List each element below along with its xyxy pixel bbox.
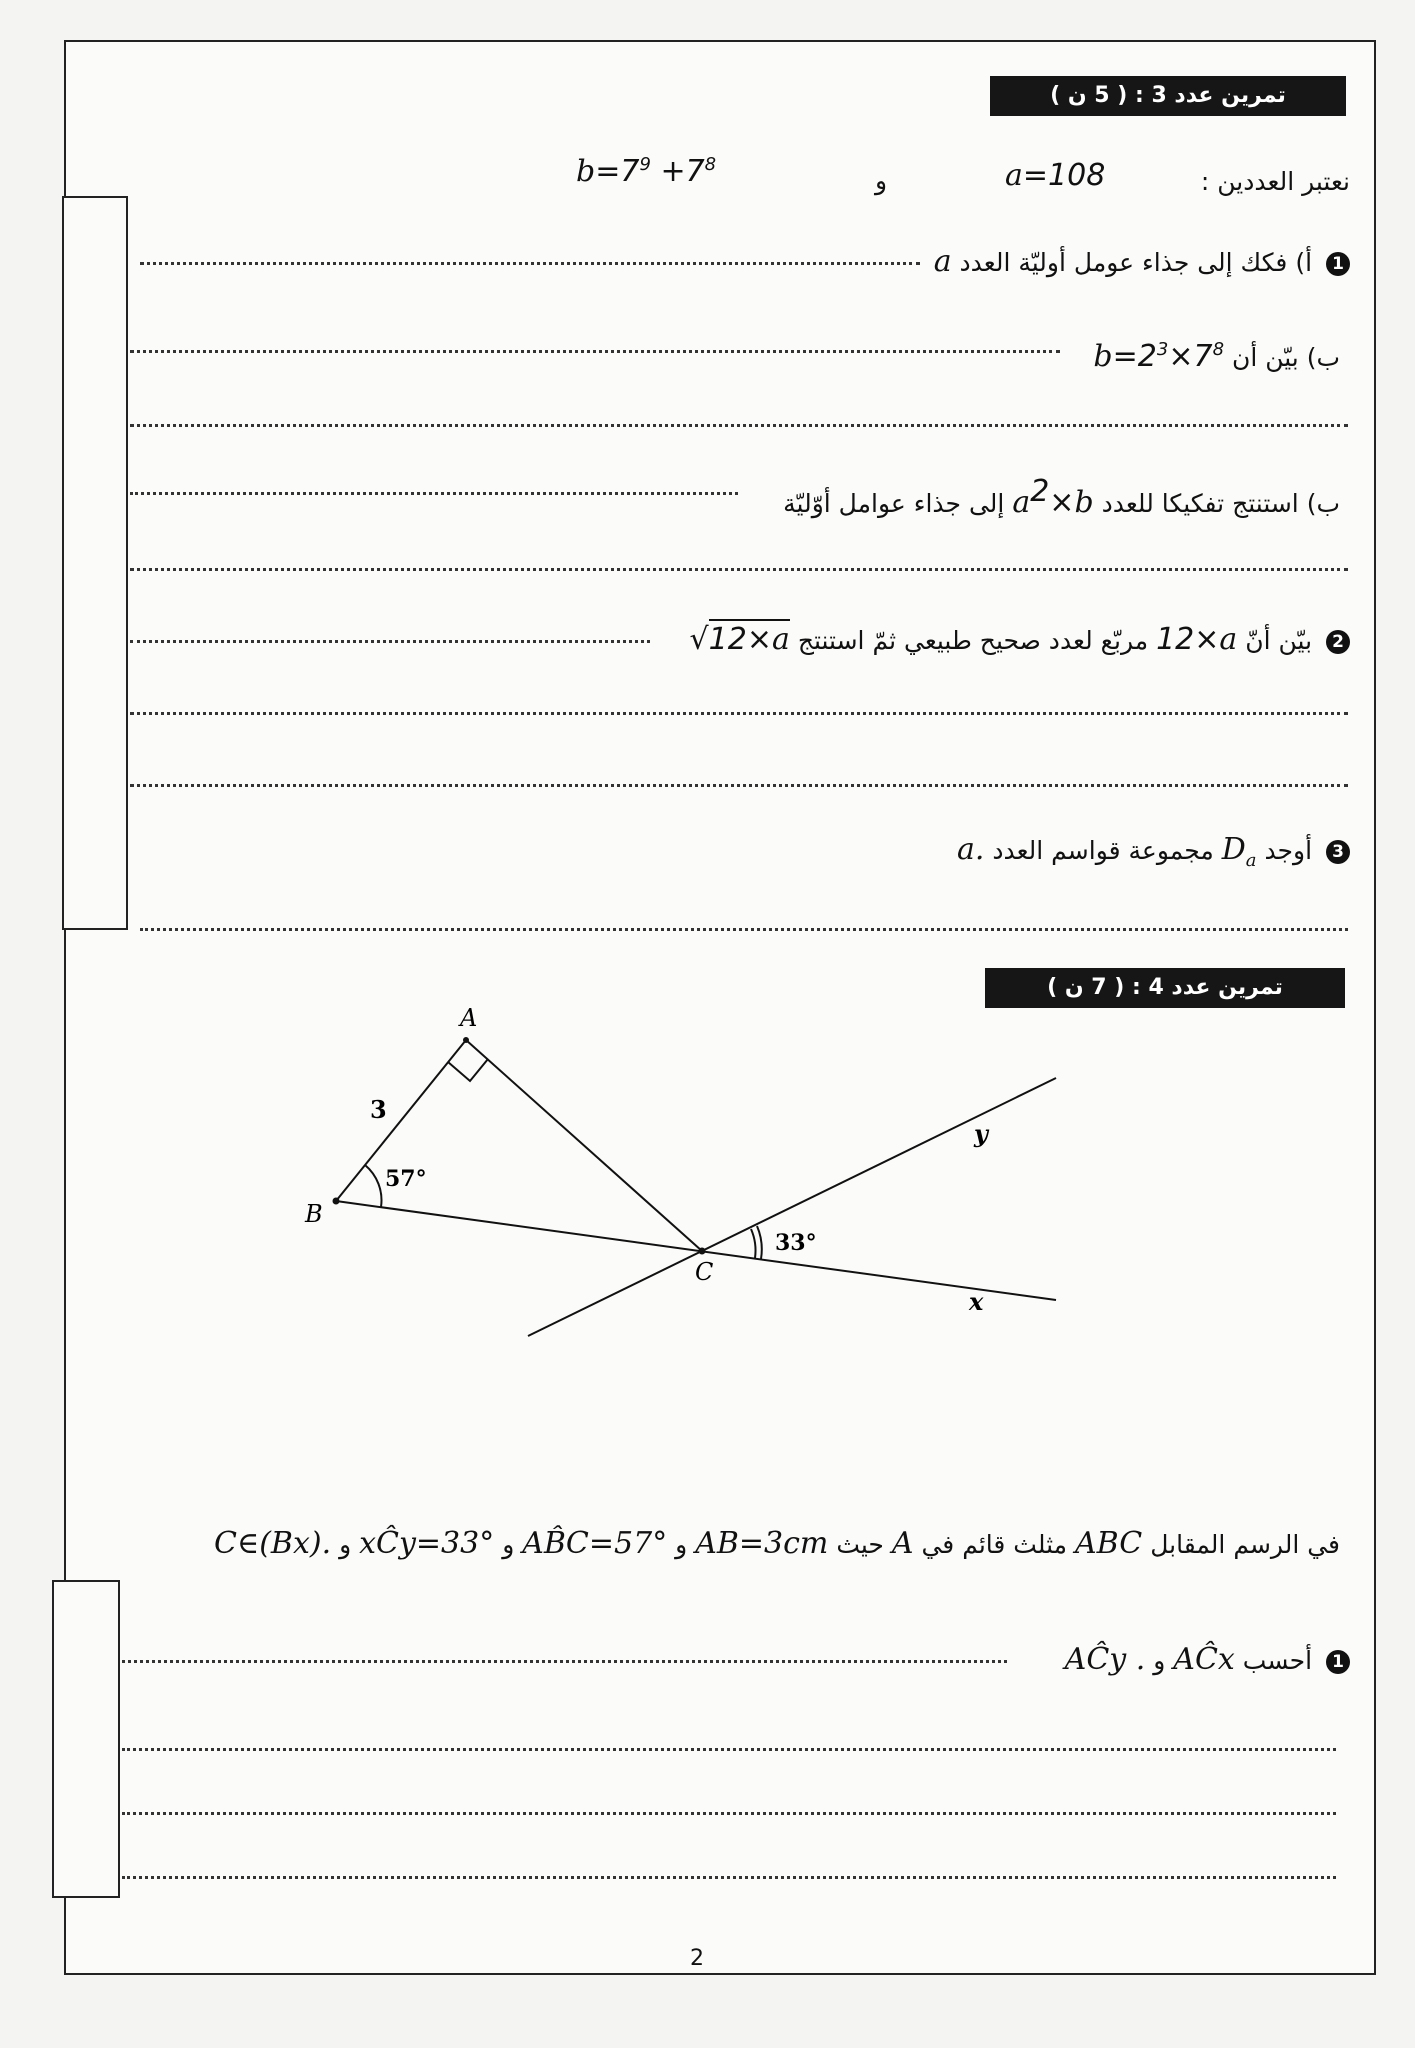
statement-where: حيث xyxy=(836,1530,884,1559)
point-B xyxy=(333,1198,340,1205)
angle-B-label: 57° xyxy=(385,1166,427,1192)
answer-line xyxy=(130,424,1348,427)
answer-line xyxy=(122,1748,1336,1751)
angle-C-label: 33° xyxy=(775,1230,817,1256)
label-C: C xyxy=(695,1258,714,1286)
label-B: B xyxy=(305,1200,323,1228)
exercise4-header: تمرين عدد 4 : ( 7 ن ) xyxy=(985,968,1345,1008)
q1-and: و xyxy=(1153,1646,1166,1675)
grade-box-exercise4 xyxy=(52,1580,120,1898)
answer-line xyxy=(130,712,1348,715)
a-definition: a=108 xyxy=(1005,158,1106,193)
answer-line xyxy=(130,640,650,643)
segment-AC xyxy=(466,1040,702,1251)
label-y: y xyxy=(974,1119,988,1148)
side-AB-length: 3 xyxy=(370,1095,387,1124)
q1c-expr: $a^2\times b$ xyxy=(1012,474,1094,520)
q1a-text: أ) فكك إلى جذاء عومل أوليّة العدد xyxy=(959,248,1313,277)
statement-and-3: و xyxy=(339,1530,352,1559)
statement-c-in-bx: C∈(Bx). xyxy=(214,1526,332,1561)
label-A: A xyxy=(460,1004,478,1032)
statement-and-2: و xyxy=(502,1530,515,1559)
answer-line xyxy=(140,928,1348,931)
q1a-var: a xyxy=(933,244,952,279)
q1c-tail: إلى جذاء عوامل أوّليّة xyxy=(783,489,1005,518)
q1-expr-1: AĈx xyxy=(1173,1642,1235,1677)
q1-expr-2: AĈy . xyxy=(1064,1642,1146,1677)
q3-var: a. xyxy=(956,832,985,867)
right-angle-mark xyxy=(448,1059,488,1081)
page-number: 2 xyxy=(690,1946,704,1971)
q1b-expr: $b=2^3\times 7^8$ xyxy=(1093,339,1225,374)
question-1a xyxy=(934,242,1350,283)
q3-set: $D_a$ xyxy=(1221,832,1257,871)
answer-line xyxy=(122,1876,1336,1879)
q1-text: أحسب xyxy=(1242,1646,1313,1675)
point-A xyxy=(463,1037,469,1043)
answer-line xyxy=(122,1660,1007,1663)
intro-label: نعتبر العددين : xyxy=(1200,167,1350,196)
statement-angle-abc: AB̂C=57° xyxy=(522,1526,668,1561)
b-definition: $b=7^9 +7^8$ xyxy=(576,154,717,189)
statement-abc: ABC xyxy=(1075,1526,1143,1561)
answer-line xyxy=(140,262,920,265)
answer-line xyxy=(130,568,1348,571)
statement-right: مثلث قائم في xyxy=(921,1530,1068,1559)
angle-arc-C-2 xyxy=(757,1226,762,1259)
question-2 xyxy=(690,620,1350,661)
statement-prefix: في الرسم المقابل xyxy=(1150,1530,1340,1559)
grade-box-exercise3 xyxy=(62,196,128,930)
q2-sqrt: √12×a xyxy=(690,619,790,657)
q2-expr: 12×a xyxy=(1156,622,1238,657)
angle-arc-C-1 xyxy=(751,1229,756,1258)
question-number-1: 1 xyxy=(1326,252,1350,276)
answer-line xyxy=(130,784,1348,787)
question-number-1: 1 xyxy=(1326,1650,1350,1674)
answer-line xyxy=(122,1812,1336,1815)
question-3 xyxy=(957,830,1350,881)
and-word: و xyxy=(875,166,888,195)
statement-and-1: و xyxy=(675,1530,688,1559)
angle-arc-B xyxy=(365,1165,381,1207)
exercise3-intro xyxy=(1201,162,1350,202)
q2-text: بيّن أنّ xyxy=(1245,626,1313,655)
exercise4-statement xyxy=(214,1524,1340,1565)
statement-ab: AB=3cm xyxy=(695,1526,829,1561)
exercise4-question-1 xyxy=(1065,1640,1350,1681)
answer-line xyxy=(130,492,738,495)
q3-text: أوجد xyxy=(1264,836,1313,865)
q2-mid: مربّع لعدد صحيح طبيعي ثمّ استنتج xyxy=(797,626,1149,655)
q1c-text: ب) استنتج تفكيكا للعدد xyxy=(1101,489,1340,518)
question-number-2: 2 xyxy=(1326,630,1350,654)
point-C xyxy=(699,1248,706,1255)
question-1c xyxy=(783,472,1340,524)
q1b-text: ب) بيّن أن xyxy=(1231,343,1340,372)
triangle-figure xyxy=(280,990,1080,1350)
exercise3-header: تمرين عدد 3 : ( 5 ن ) xyxy=(990,76,1346,116)
statement-angle-xcy: xĈy=33° xyxy=(359,1526,495,1561)
question-1b xyxy=(1093,330,1340,378)
q3-mid: مجموعة قواسم العدد xyxy=(992,836,1214,865)
answer-line xyxy=(130,350,1060,353)
question-number-3: 3 xyxy=(1326,840,1350,864)
label-x: x xyxy=(969,1287,984,1316)
statement-a: A xyxy=(891,1526,914,1561)
